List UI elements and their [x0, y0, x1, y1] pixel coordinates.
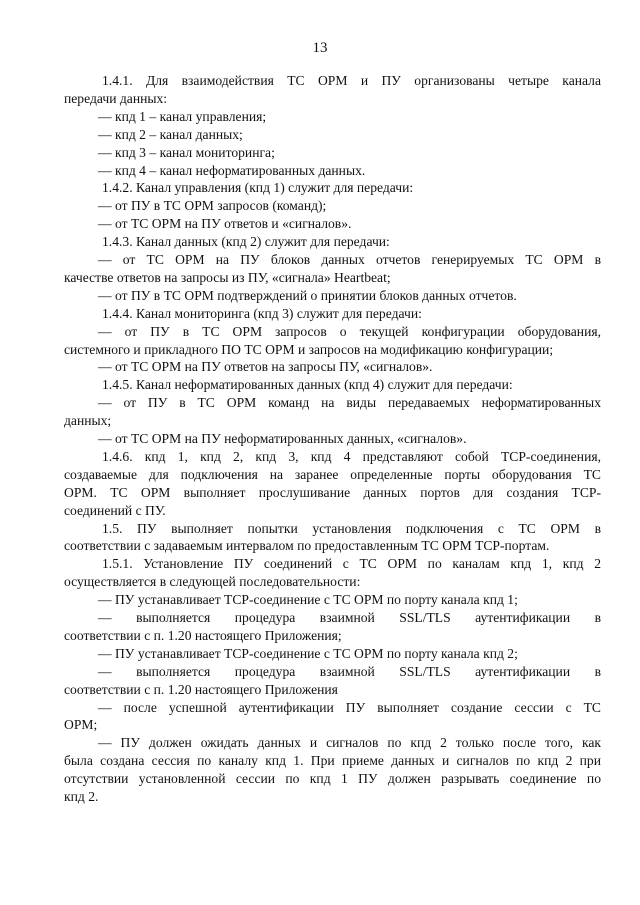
text-line: — выполняется процедура взаимной SSL/TLS аутентификации в: [98, 663, 601, 679]
text-line: — от ТС ОРМ на ПУ ответов и «сигналов».: [98, 216, 352, 232]
text-line: — кпд 1 – канал управления;: [98, 108, 267, 124]
text-line: — после успешной аутентификации ПУ выполняет создание сессии с ТС: [98, 699, 601, 715]
text-line: 1.4.1. Для взаимодействия ТС ОРМ и ПУ организованы четыре канала: [102, 73, 601, 88]
text-line: — ПУ должен ожидать данных и сигналов по кпд 2 только после того, как: [98, 735, 601, 751]
text-line: — от ТС ОРМ на ПУ блоков данных отчетов генерируемых ТС ОРМ в: [98, 252, 601, 268]
text-line: передачи данных:: [64, 90, 168, 106]
text-line: была создана сессия по каналу кпд 1. При приеме данных и сигналов по кпд 2 при: [64, 753, 601, 769]
text-line: данных;: [64, 413, 112, 429]
text-line: ОРМ;: [64, 717, 98, 733]
text-line: 1.4.5. Канал неформатированных данных (кпд 4) служит для передачи:: [102, 377, 513, 393]
text-line: — выполняется процедура взаимной SSL/TLS аутентификации в: [98, 610, 601, 626]
text-line: — от ПУ в ТС ОРМ запросов о текущей конфигурации оборудования,: [98, 323, 601, 339]
text-line: — ПУ устанавливает TCP-соединение с ТС ОРМ по порту канала кпд 1;: [98, 592, 518, 608]
text-line: 1.4.6. кпд 1, кпд 2, кпд 3, кпд 4 представляют собой TCP-соединения,: [102, 448, 601, 464]
text-line: — кпд 2 – канал данных;: [98, 126, 243, 142]
page-number: 13: [312, 40, 328, 56]
text-line: — от ТС ОРМ на ПУ неформатированных данных, «сигналов».: [98, 431, 467, 447]
text-line: соответствии с п. 1.20 настоящего Приложения: [64, 681, 338, 697]
text-line: кпд 2.: [64, 789, 99, 805]
text-line: — от ПУ в ТС ОРМ запросов (команд);: [98, 198, 327, 214]
text-line: соответствии с п. 1.20 настоящего Приложения;: [64, 627, 342, 643]
text-line: 1.4.2. Канал управления (кпд 1) служит для передачи:: [102, 180, 414, 196]
text-line: — от ПУ в ТС ОРМ команд на виды передаваемых неформатированных: [98, 395, 601, 411]
text-line: — ПУ устанавливает TCP-соединение с ТС ОРМ по порту канала кпд 2;: [98, 645, 518, 661]
text-line: осуществляется в следующей последовательности:: [64, 574, 361, 590]
text-line: — кпд 3 – канал мониторинга;: [98, 144, 275, 160]
text-line: отсутствии установленной сессии по кпд 1 ПУ должен разрывать соединение по: [64, 771, 601, 787]
text-line: — от ТС ОРМ на ПУ ответов на запросы ПУ, «сигналов».: [98, 359, 433, 375]
text-line: системного и прикладного ПО ТС ОРМ и запросов на модификацию конфигурации;: [64, 341, 554, 357]
text-line: 1.4.4. Канал мониторинга (кпд 3) служит для передачи:: [102, 305, 422, 321]
text-line: — кпд 4 – канал неформатированных данных.: [98, 162, 366, 178]
text-line: ОРМ. ТС ОРМ выполняет прослушивание данных портов для создания TCP-: [64, 484, 601, 500]
document-body: [64, 72, 601, 806]
text-line: качестве ответов на запросы из ПУ, «сигнала» Heartbeat;: [64, 269, 391, 285]
text-line: 1.4.3. Канал данных (кпд 2) служит для передачи:: [102, 234, 390, 250]
text-line: — от ПУ в ТС ОРМ подтверждений о принятии блоков данных отчетов.: [98, 287, 517, 303]
text-line: соответствии с задаваемым интервалом по предоставленным ТС ОРМ TCP-портам.: [64, 538, 550, 554]
text-line: 1.5. ПУ выполняет попытки установления подключения с ТС ОРМ в: [102, 520, 601, 536]
text-line: 1.5.1. Установление ПУ соединений с ТС ОРМ по каналам кпд 1, кпд 2: [102, 556, 601, 572]
text-line: соединений с ПУ.: [64, 502, 166, 518]
text-line: создаваемые для подключения на заранее определенные порты оборудования ТС: [64, 466, 601, 482]
